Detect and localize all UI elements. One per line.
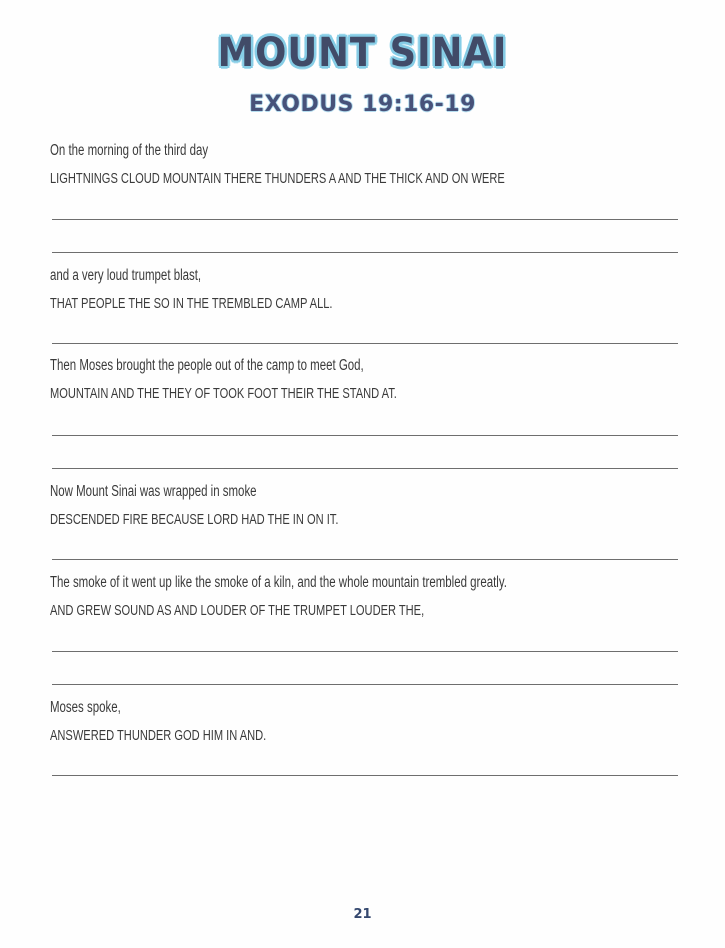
- section-6-answer-line-1[interactable]: [52, 775, 678, 776]
- section-2-prompt: and a very loud trumpet blast,: [50, 267, 202, 284]
- scripture-reference: EXODUS 19:16-19: [249, 92, 476, 117]
- section-2-scrambled-words: THAT PEOPLE THE SO IN THE TREMBLED CAMP ALL.: [50, 295, 333, 312]
- section-3-prompt: Then Moses brought the people out of the camp to meet God,: [50, 357, 364, 374]
- section-1-prompt: On the morning of the third day: [50, 142, 209, 159]
- section-2-answer-line-1[interactable]: [52, 343, 678, 344]
- page-number: 21: [353, 907, 372, 922]
- section-1-scrambled-words: LIGHTNINGS CLOUD MOUNTAIN THERE THUNDERS A AND THE THICK AND ON WERE: [50, 170, 505, 187]
- section-5-scrambled-words: AND GREW SOUND AS AND LOUDER OF THE TRUMPET LOUDER THE,: [50, 602, 425, 619]
- section-6-scrambled-words: ANSWERED THUNDER GOD HIM IN AND.: [50, 727, 267, 744]
- section-5-prompt: The smoke of it went up like the smoke of a kiln, and the whole mountain trembled greatly.: [50, 574, 507, 591]
- section-3-scrambled-words: MOUNTAIN AND THE THEY OF TOOK FOOT THEIR THE STAND AT.: [50, 385, 397, 402]
- page-title: MOUNT SINAI: [217, 30, 508, 76]
- section-5-answer-line-1[interactable]: [52, 651, 678, 652]
- section-4-answer-line-1[interactable]: [52, 559, 678, 560]
- section-1-answer-line-2[interactable]: [52, 252, 678, 253]
- section-6-prompt: Moses spoke,: [50, 699, 121, 716]
- section-1-answer-line-1[interactable]: [52, 219, 678, 220]
- section-3-answer-line-1[interactable]: [52, 435, 678, 436]
- section-3-answer-line-2[interactable]: [52, 468, 678, 469]
- section-4-prompt: Now Mount Sinai was wrapped in smoke: [50, 483, 257, 500]
- section-5-answer-line-2[interactable]: [52, 684, 678, 685]
- section-4-scrambled-words: DESCENDED FIRE BECAUSE LORD HAD THE IN ON IT.: [50, 511, 339, 528]
